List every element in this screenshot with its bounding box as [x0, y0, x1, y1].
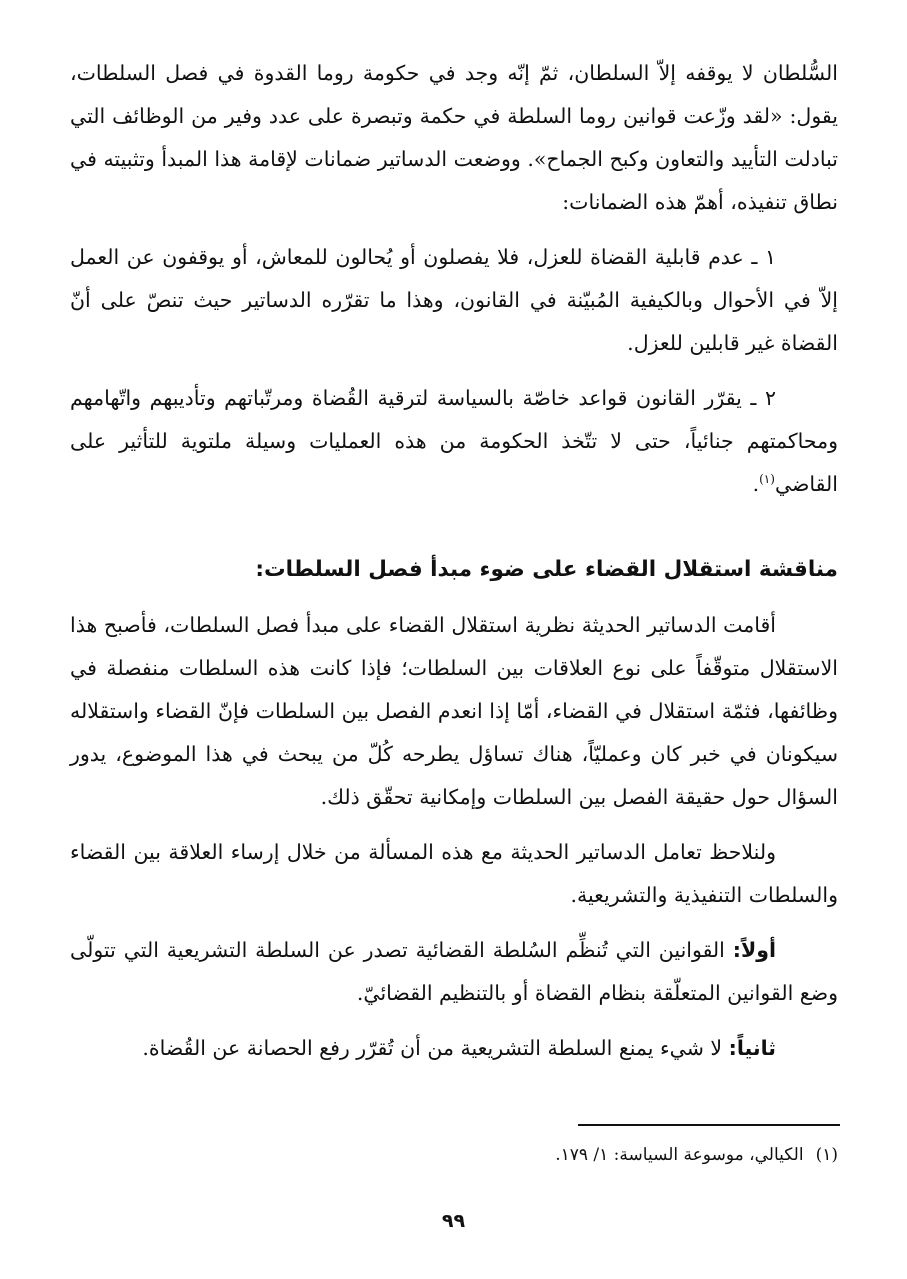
footnote-text: الكيالي، موسوعة السياسة: ١/ ١٧٩.	[555, 1145, 804, 1165]
paragraph-observation: ولنلاحظ تعامل الدساتير الحديثة مع هذه المسألة من خلال إرساء العلاقة بين القضاء والسلطات التنفيذية والتشريعية.	[70, 840, 838, 907]
paragraph-intro: السُّلطان لا يوقفه إلاّ السلطان، ثمّ إنّه وجد في حكومة روما القدوة في فصل السلطات، يقول: «لقد وزّعت قوانين روما السلطة في حكمة وتبصرة على عدد وفير من الوظائف التي تبادلت التأييد والتعاون وكبح الجماح». ووضعت الدساتير ضمانات لإقامة هذا المبدأ وتثبيته في نطاق تنفيذه، أهمّ هذه الضمانات:	[70, 61, 838, 214]
footnote-divider	[578, 1124, 840, 1126]
page-body	[70, 52, 838, 1070]
footnote-reference[interactable]: (١)	[759, 472, 775, 487]
paragraph-guarantee-1: ١ ـ عدم قابلية القضاة للعزل، فلا يفصلون أو يُحالون للمعاش، أو يوقفون عن العمل إلاّ في الأحوال وبالكيفية المُبيّنة في القانون، وهذا ما تقرّره الدساتير حيث تنصّ على أنّ القضاة غير قابلين للعزل.	[70, 245, 838, 355]
footnote-number: (١)	[815, 1145, 838, 1165]
paragraph-guarantee-2-text: ٢ ـ يقرّر القانون قواعد خاصّة بالسياسة لترقية القُضاة ومرتّباتهم وتأديبهم واتّهامهم ومحاكمتهم جنائياً، حتى لا تتّخذ الحكومة من هذه العمليات وسيلة ملتوية للتأثير على القاضي	[70, 386, 838, 496]
first-point-label: أولاً:	[732, 938, 776, 962]
paragraph-guarantee-2-end: .	[752, 472, 760, 496]
paragraph-first-point	[70, 929, 838, 1015]
section-heading: مناقشة استقلال القضاء على ضوء مبدأ فصل السلطات:	[255, 557, 838, 582]
paragraph-guarantee-2	[70, 377, 838, 506]
paragraph-discussion: أقامت الدساتير الحديثة نظرية استقلال القضاء على مبدأ فصل السلطات، فأصبح هذا الاستقلال متوقّفاً على نوع العلاقات بين السلطات؛ فإذا كانت هذه السلطات منفصلة في وظائفها، فثمّة استقلال في القضاء، أمّا إذا انعدم الفصل بين السلطات فإنّ القضاء واستقلاله سيكونان في خبر كان وعمليّاً، هناك تساؤل يطرحه كُلّ من يبحث في هذا الموضوع، يدور السؤال حول حقيقة الفصل بين السلطات وإمكانية تحقّق ذلك.	[70, 613, 838, 809]
paragraph-second-point	[70, 1027, 838, 1070]
page-number: ٩٩	[441, 1210, 466, 1232]
second-point-label: ثانياً:	[728, 1036, 776, 1060]
footnote	[70, 1140, 838, 1170]
second-point-text: لا شيء يمنع السلطة التشريعية من أن تُقرّر رفع الحصانة عن القُضاة.	[142, 1036, 729, 1060]
first-point-text: القوانين التي تُنظِّم السُلطة القضائية تصدر عن السلطة التشريعية التي تتولّى وضع القوانين المتعلّقة بنظام القضاة أو بالتنظيم القضائيّ.	[70, 938, 838, 1005]
